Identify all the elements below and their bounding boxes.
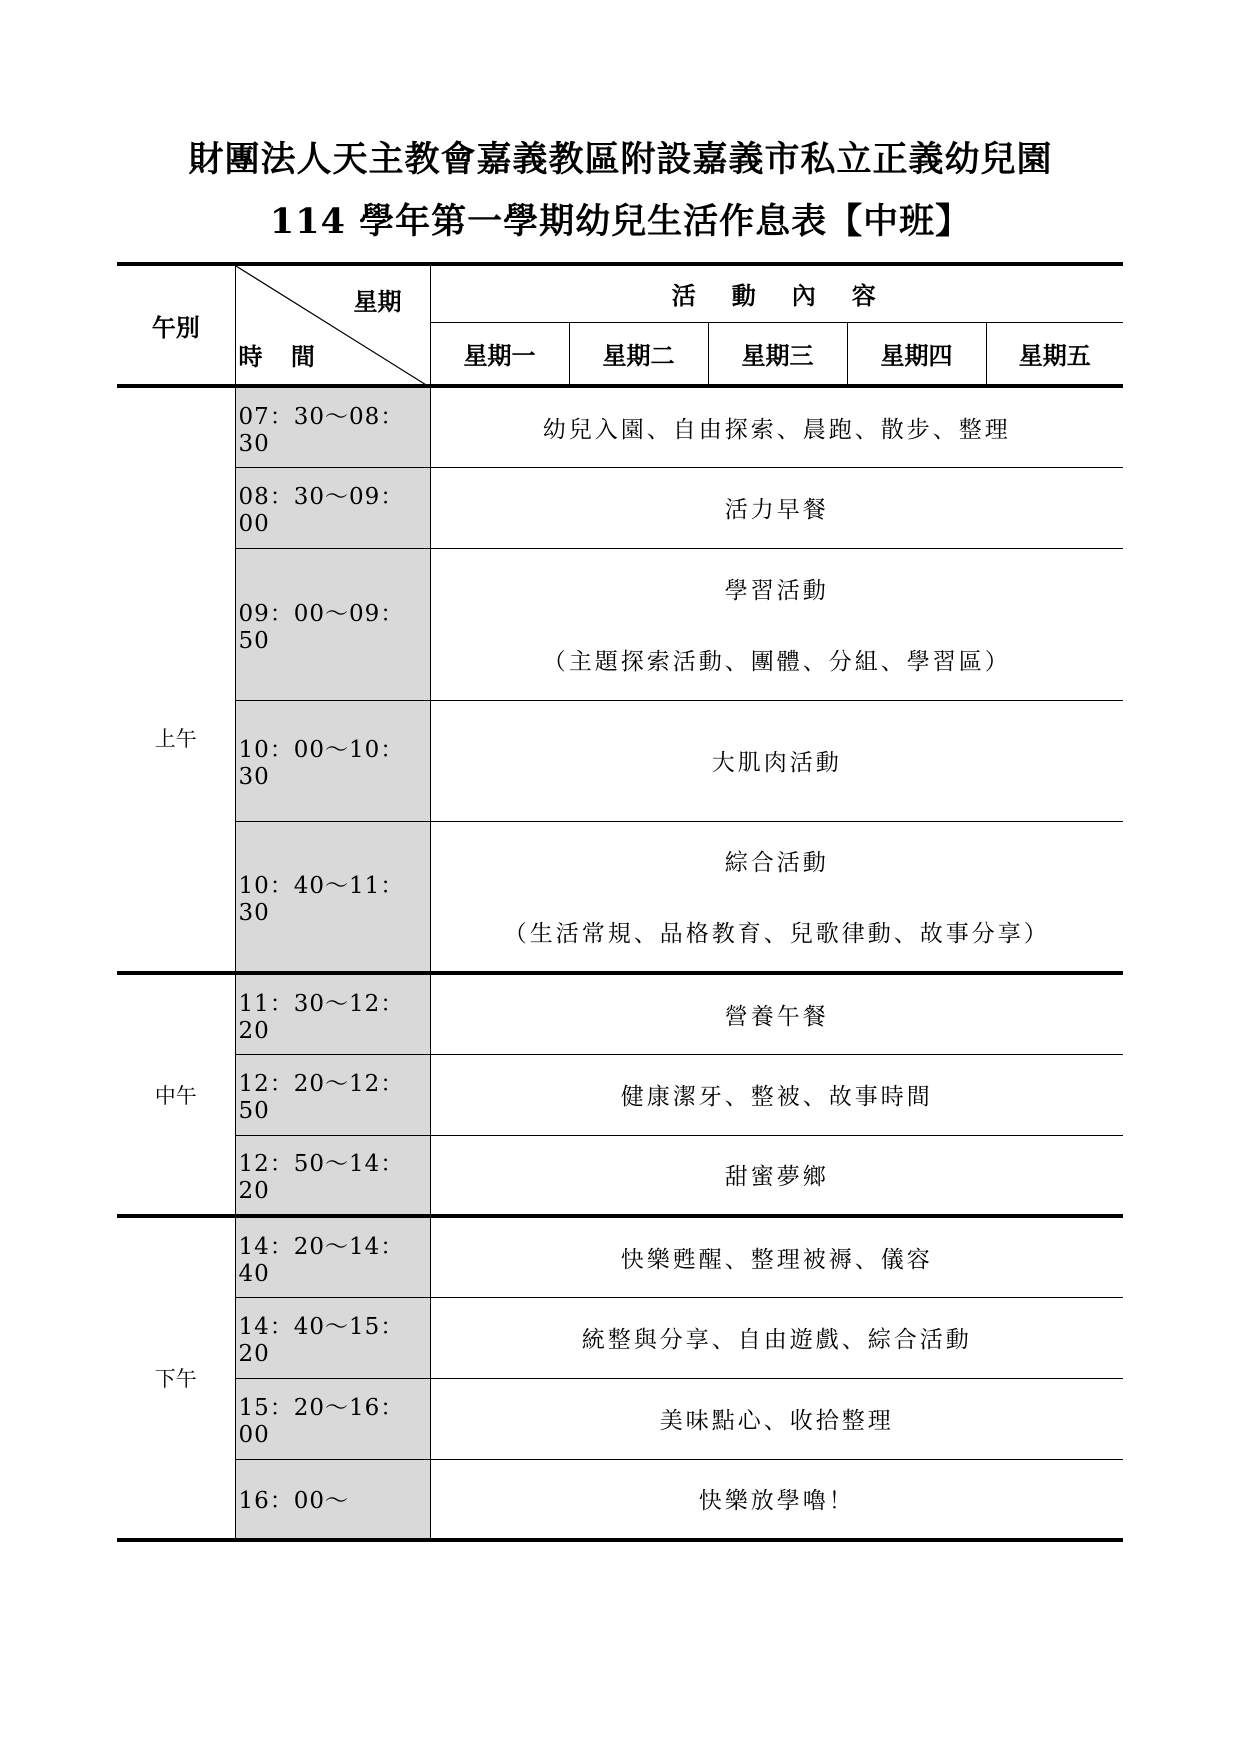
activity-cell: 活力早餐 [430,467,1123,548]
activity-cell: 快樂放學嚕！ [430,1459,1123,1540]
activity-cell [430,821,1123,973]
time-cell: 12：50〜14：20 [235,1135,430,1216]
table-row [117,467,1123,548]
table-row [117,1054,1123,1135]
time-cell: 15：20〜16：00 [235,1378,430,1459]
period-noon-label: 中午 [154,1083,197,1108]
table-row [117,973,1123,1054]
time-cell: 11：30〜12：20 [235,973,430,1054]
page-title: 財團法人天主教會嘉義教區附設嘉義市私立正義幼兒園 [188,139,1053,180]
period-morning-label: 上午 [154,726,197,751]
time-cell: 12：20〜12：50 [235,1054,430,1135]
table-row [117,1459,1123,1540]
time-cell: 10：40〜11：30 [235,821,430,973]
activity-line: 學習活動 [724,578,829,604]
activity-cell: 幼兒入園、自由探索、晨跑、散步、整理 [430,386,1123,467]
time-cell: 08：30〜09：00 [235,467,430,548]
diagonal-header-cell [235,264,430,386]
time-cell: 16：00〜 [235,1459,430,1540]
time-cell: 14：20〜14：40 [235,1216,430,1297]
period-morning [117,386,235,973]
activity-content-header: 活 動 內 容 [430,264,1123,322]
period-afternoon [117,1216,235,1540]
activity-cell: 美味點心、收拾整理 [430,1378,1123,1459]
activity-cell: 營養午餐 [430,973,1123,1054]
activity-cell: 大肌肉活動 [430,700,1123,821]
table-row [117,1378,1123,1459]
time-cell: 07：30〜08：30 [235,386,430,467]
time-cell: 14：40〜15：20 [235,1297,430,1378]
time-cell: 09：00〜09：50 [235,548,430,700]
table-row [117,1216,1123,1297]
time-cell: 10：00〜10：30 [235,700,430,821]
table-row [117,386,1123,467]
activity-detail-line: （生活常規、品格教育、兒歌律動、故事分享） [503,921,1050,948]
activity-line: 綜合活動 [724,850,829,877]
day-header-fri: 星期五 [986,322,1123,386]
period-afternoon-label: 下午 [154,1367,197,1391]
day-header-tue: 星期二 [569,322,708,386]
day-header-wed: 星期三 [708,322,847,386]
activity-cell: 甜蜜夢鄉 [430,1135,1123,1216]
table-row [117,548,1123,700]
page-subtitle: 114 學年第一學期幼兒生活作息表【中班】 [269,201,972,242]
activity-cell [430,548,1123,700]
table-row [117,1297,1123,1378]
schedule-table [117,262,1123,1542]
table-row [117,700,1123,821]
table-row [117,1135,1123,1216]
diag-week-label: 星期 [353,287,402,316]
diag-time-label: 時 間 [238,342,325,371]
day-header-mon: 星期一 [430,322,569,386]
activity-cell: 健康潔牙、整被、故事時間 [430,1054,1123,1135]
day-header-thu: 星期四 [847,322,986,386]
activity-cell: 快樂甦醒、整理被褥、儀容 [430,1216,1123,1297]
activity-detail-line: （主題探索活動、團體、分組、學習區） [542,649,1011,675]
activity-cell: 統整與分享、自由遊戲、綜合活動 [430,1297,1123,1378]
table-row [117,821,1123,973]
period-noon [117,973,235,1216]
period-column-header: 午別 [117,264,235,386]
